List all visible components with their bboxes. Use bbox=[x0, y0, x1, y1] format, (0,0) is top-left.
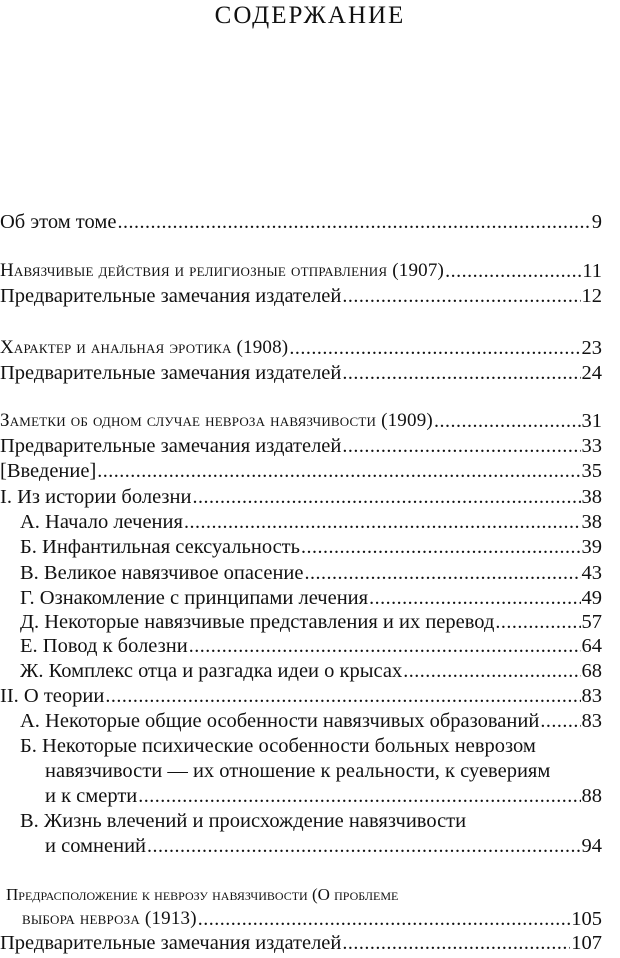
toc-page-number: 33 bbox=[581, 435, 602, 457]
toc-leader-dots bbox=[184, 510, 581, 534]
toc-entry-text: А. Некоторые общие особенности навязчивых образований bbox=[20, 710, 540, 732]
toc-page-number: 38 bbox=[581, 486, 602, 508]
toc-entry bbox=[0, 210, 602, 234]
toc-page-number: 88 bbox=[581, 785, 602, 807]
toc-entry bbox=[20, 634, 602, 658]
toc-entry bbox=[0, 361, 602, 385]
toc-entry bbox=[0, 931, 602, 955]
toc-entry bbox=[22, 907, 602, 931]
toc-entry bbox=[0, 284, 602, 308]
toc-leader-dots bbox=[147, 834, 580, 858]
toc-entry bbox=[45, 784, 602, 808]
toc-entry-text: Предварительные замечания издателей bbox=[0, 932, 342, 954]
toc-leader-dots bbox=[342, 361, 580, 385]
toc-leader-dots bbox=[138, 784, 580, 808]
toc-entry bbox=[0, 336, 602, 360]
toc-entry bbox=[0, 485, 602, 509]
toc-page-number: 105 bbox=[571, 908, 602, 930]
toc-leader-dots bbox=[342, 434, 580, 458]
toc-page-number: 57 bbox=[581, 611, 602, 633]
toc-leader-dots bbox=[495, 610, 580, 634]
toc-entry-text: Характер и анальная эротика (1908) bbox=[0, 337, 289, 358]
toc-page-number: 83 bbox=[581, 710, 602, 732]
toc-entry bbox=[20, 561, 602, 585]
toc-page-number: 94 bbox=[581, 835, 602, 857]
toc-entry bbox=[20, 535, 602, 559]
toc-leader-dots bbox=[97, 459, 580, 483]
toc-entry-line: Б. Некоторые психические особенности больных неврозом bbox=[20, 735, 536, 757]
toc-entry bbox=[0, 409, 602, 433]
toc-entry-line: Предрасположение к неврозу навязчивости (О проблеме bbox=[6, 885, 399, 904]
toc-entry-text: Ж. Комплекс отца и разгадка идеи о крысах bbox=[20, 660, 403, 682]
toc-leader-dots bbox=[403, 659, 580, 683]
toc-page-number: 39 bbox=[581, 536, 602, 558]
toc-entry bbox=[45, 834, 602, 858]
toc-leader-dots bbox=[342, 931, 570, 955]
toc-page-number: 9 bbox=[591, 211, 602, 233]
toc-entry-text: Об этом томе bbox=[0, 211, 117, 233]
toc-entry-line: навязчивости — их отношение к реальности, к суевериям bbox=[45, 760, 551, 782]
toc-page-number: 49 bbox=[581, 587, 602, 609]
toc-page-number: 64 bbox=[581, 635, 602, 657]
toc-entry-line: В. Жизнь влечений и происхождение навязчивости bbox=[20, 810, 467, 832]
toc-leader-dots bbox=[434, 409, 581, 433]
toc-entry-text: Предварительные замечания издателей bbox=[0, 435, 342, 457]
toc-entry bbox=[20, 610, 602, 634]
toc-leader-dots bbox=[369, 586, 580, 610]
toc-entry-text: Д. Некоторые навязчивые представления и их перевод bbox=[20, 611, 495, 633]
toc-page-number: 43 bbox=[581, 562, 602, 584]
toc-entry-text: II. О теории bbox=[0, 685, 105, 707]
toc-page-number: 107 bbox=[571, 932, 602, 954]
toc-entry-text: и сомнений bbox=[45, 835, 147, 857]
toc-leader-dots bbox=[198, 907, 570, 931]
toc-entry bbox=[0, 259, 602, 283]
toc-entry-text: В. Великое навязчивое опасение bbox=[20, 562, 304, 584]
toc-page-number: 38 bbox=[581, 511, 602, 533]
toc-page-number: 83 bbox=[581, 685, 602, 707]
toc-page-number: 11 bbox=[582, 260, 602, 282]
toc-entry-text: и к смерти bbox=[45, 785, 138, 807]
toc-entry bbox=[20, 510, 602, 534]
toc-leader-dots bbox=[189, 634, 581, 658]
toc-leader-dots bbox=[301, 535, 581, 559]
toc-entry-text: Г. Ознакомление с принципами лечения bbox=[20, 587, 369, 609]
toc-entry bbox=[20, 586, 602, 610]
toc-entry bbox=[0, 434, 602, 458]
toc-leader-dots bbox=[289, 336, 580, 360]
toc-entry-text: Навязчивые действия и религиозные отправления (1907) bbox=[0, 260, 445, 281]
toc-entry bbox=[0, 459, 602, 483]
toc-entry-text: I. Из истории болезни bbox=[0, 486, 192, 508]
toc-leader-dots bbox=[117, 210, 590, 234]
toc-entry bbox=[20, 709, 602, 733]
toc-leader-dots bbox=[445, 259, 581, 283]
toc-page-number: 24 bbox=[581, 362, 602, 384]
toc-leader-dots bbox=[105, 684, 580, 708]
toc-leader-dots bbox=[305, 561, 581, 585]
toc-entry-text: Предварительные замечания издателей bbox=[0, 362, 342, 384]
toc-entry-text: Е. Повод к болезни bbox=[20, 635, 188, 657]
toc-entry-text: выбора невроза (1913) bbox=[22, 908, 197, 929]
toc-entry-text: Предварительные замечания издателей bbox=[0, 285, 342, 307]
toc-entry-text: А. Начало лечения bbox=[20, 511, 183, 533]
toc-page-number: 12 bbox=[581, 285, 602, 307]
toc-entry bbox=[20, 659, 602, 683]
toc-entry-text: Заметки об одном случае невроза навязчивости (1909) bbox=[0, 410, 433, 431]
toc-page-number: 23 bbox=[581, 337, 602, 359]
toc-page-number: 35 bbox=[581, 460, 602, 482]
toc-entry-text: [Введение] bbox=[0, 460, 97, 482]
page-title: СОДЕРЖАНИЕ bbox=[214, 2, 406, 29]
toc-page-number: 31 bbox=[581, 410, 602, 432]
toc-page-number: 68 bbox=[581, 660, 602, 682]
toc-entry-text: Б. Инфантильная сексуальность bbox=[20, 536, 300, 558]
toc-leader-dots bbox=[540, 709, 580, 733]
toc-leader-dots bbox=[342, 284, 580, 308]
toc-leader-dots bbox=[192, 485, 580, 509]
toc-entry bbox=[0, 684, 602, 708]
